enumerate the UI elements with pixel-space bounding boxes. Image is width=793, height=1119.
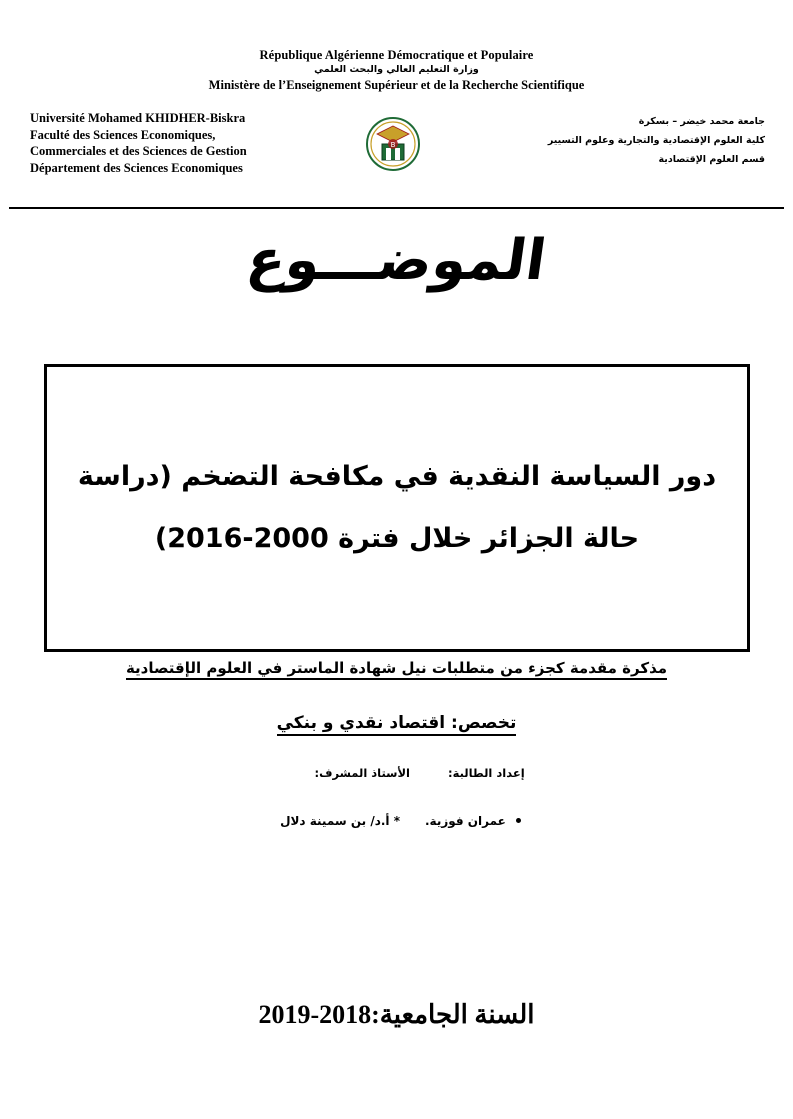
document-header <box>10 48 783 93</box>
specialty-text: تخصص: اقتصاد نقدي و بنكي <box>277 713 517 736</box>
university-seal-icon <box>365 116 421 172</box>
student-name-row <box>425 814 705 828</box>
supervisor-label: الأستاذ المشرف: <box>314 766 410 780</box>
header-republic-line: République Algérienne Démocratique et Populaire <box>259 48 534 62</box>
institution-fr-line-1: Université Mohamed KHIDHER-Biskra <box>30 111 246 125</box>
student-name: عمران فوزية. <box>425 814 506 828</box>
header-ministry-arabic: وزارة التعليم العالي والبحث العلمي <box>314 64 479 75</box>
degree-note-line <box>0 659 793 677</box>
svg-text:B: B <box>390 141 396 149</box>
thesis-title: دور السياسة النقدية في مكافحة التضخم (دراسة حالة الجزائر خلال فترة 2000-2016) <box>77 461 717 554</box>
authors-section <box>0 766 793 886</box>
institution-arabic-block <box>515 112 765 169</box>
institution-ar-line-3: قسم العلوم الإقتصادية <box>658 154 765 165</box>
institution-fr-line-4: Département des Sciences Economiques <box>30 160 243 175</box>
header-divider <box>9 207 784 209</box>
institution-ar-line-1: جامعة محمد خيضر – بسكرة <box>638 116 765 127</box>
institution-ar-line-2: كلية العلوم الإقتصادية والتجارية وعلوم التسيير <box>547 135 765 146</box>
bullet-icon <box>516 818 521 823</box>
institution-fr-line-3: Commerciales et des Sciences de Gestion <box>30 144 247 158</box>
supervisor-name: * أ.د/ بن سمينة دلال <box>280 814 400 828</box>
student-label: إعداد الطالبة: <box>448 766 525 780</box>
specialty-line <box>0 713 793 733</box>
institution-fr-line-2: Faculté des Sciences Economiques, <box>30 127 216 142</box>
thesis-title-box <box>44 364 750 652</box>
institution-french-block <box>30 110 330 176</box>
subject-heading: الموضـــوع <box>243 228 550 293</box>
academic-year: السنة الجامعية:2018-2019 <box>258 1000 535 1029</box>
degree-note-text: مذكرة مقدمة كجزء من متطلبات نيل شهادة الماستر في العلوم الإقتصادية <box>126 659 667 680</box>
header-ministry-french: Ministère de l’Enseignement Supérieur et de la Recherche Scientifique <box>208 78 585 92</box>
